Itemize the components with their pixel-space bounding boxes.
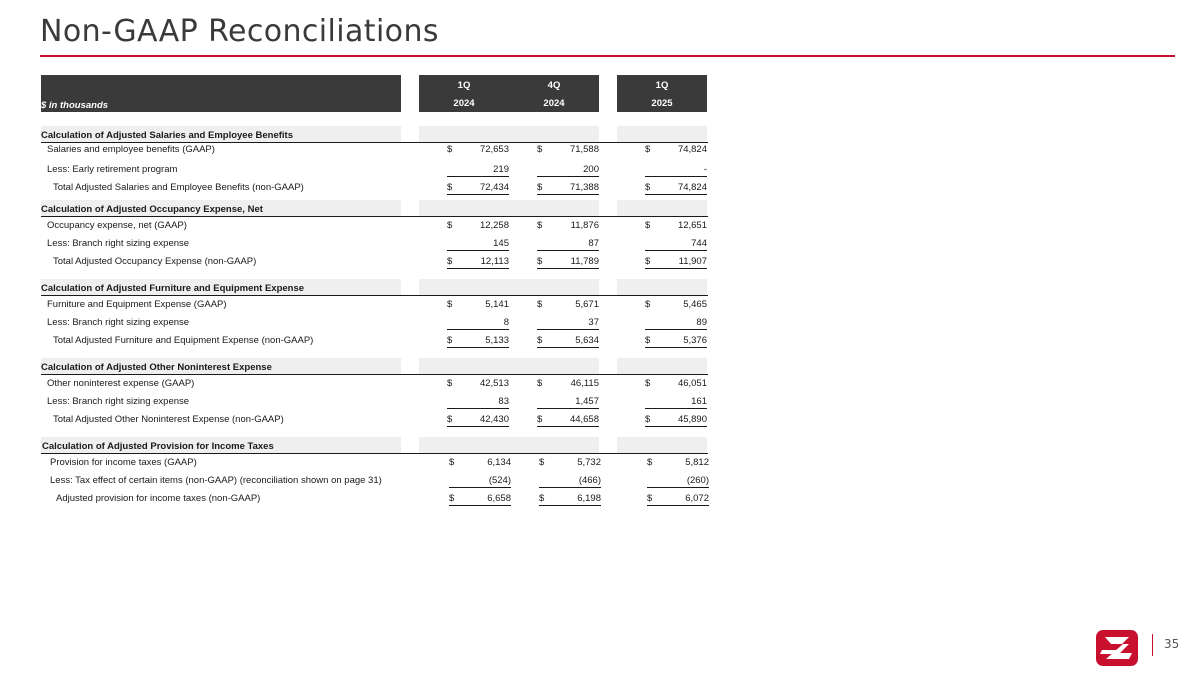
section-title: Calculation of Adjusted Other Noninterest Expense — [41, 362, 272, 373]
currency-symbol: $ — [537, 378, 543, 389]
cell-value: 12,651 — [677, 220, 707, 231]
value-cell — [447, 238, 509, 250]
currency-symbol: $ — [645, 220, 651, 231]
value-cell — [537, 317, 599, 329]
value-cell — [447, 144, 509, 156]
cell-value: 87 — [588, 238, 599, 249]
value-cell — [647, 475, 709, 487]
cell-value: 8 — [503, 317, 509, 328]
value-cell — [539, 493, 601, 505]
value-cell — [645, 238, 707, 250]
section-divider — [41, 216, 708, 217]
row-label: Adjusted provision for income taxes (non-GAAP) — [56, 493, 261, 504]
cell-value: 11,907 — [678, 256, 707, 267]
value-cell — [645, 396, 707, 408]
value-cell — [645, 164, 707, 176]
cell-value: 11,789 — [570, 256, 599, 267]
section-band — [419, 358, 599, 374]
row-label: Less: Branch right sizing expense — [47, 317, 190, 328]
value-cell — [645, 335, 707, 347]
currency-symbol: $ — [537, 256, 543, 267]
section-divider — [41, 374, 708, 375]
cell-value: (524) — [488, 475, 511, 486]
cell-value: 46,115 — [570, 378, 599, 389]
value-cell — [645, 220, 707, 232]
row-label: Provision for income taxes (GAAP) — [50, 457, 197, 468]
table-header-label-cell — [41, 75, 401, 112]
cell-value: 71,588 — [569, 144, 599, 155]
currency-symbol: $ — [447, 220, 453, 231]
row-label: Less: Branch right sizing expense — [47, 396, 190, 407]
cell-value: 219 — [493, 164, 509, 175]
table-header-2024-columns — [419, 75, 599, 112]
currency-symbol: $ — [447, 335, 453, 346]
cell-value: 42,430 — [479, 414, 509, 425]
currency-symbol: $ — [447, 414, 453, 425]
cell-value: 45,890 — [677, 414, 707, 425]
footer-divider — [1152, 634, 1153, 656]
row-label: Total Adjusted Furniture and Equipment Expense (non-GAAP) — [53, 335, 314, 346]
row-label: Occupancy expense, net (GAAP) — [47, 220, 187, 231]
cell-value: 71,388 — [569, 182, 599, 193]
value-cell — [447, 220, 509, 232]
currency-symbol: $ — [645, 256, 651, 267]
value-cell — [539, 457, 601, 469]
row-label: Less: Early retirement program — [47, 164, 178, 175]
section-band — [419, 437, 599, 453]
value-cell — [447, 182, 509, 194]
cell-value: 42,513 — [479, 378, 509, 389]
cell-value: 72,653 — [479, 144, 509, 155]
currency-symbol: $ — [645, 335, 651, 346]
value-cell — [645, 414, 707, 426]
cell-value: 11,876 — [570, 220, 599, 231]
currency-symbol: $ — [449, 457, 455, 468]
value-cell — [449, 493, 511, 505]
cell-value: 5,732 — [577, 457, 601, 468]
cell-value: 74,824 — [677, 144, 707, 155]
cell-value: 89 — [696, 317, 707, 328]
section-title: Calculation of Adjusted Provision for Income Taxes — [42, 441, 274, 452]
page-title: Non-GAAP Reconciliations — [40, 14, 439, 49]
value-cell — [537, 299, 599, 311]
value-cell — [447, 378, 509, 390]
section-band — [617, 279, 707, 295]
currency-symbol: $ — [537, 182, 543, 193]
section-band — [419, 279, 599, 295]
currency-symbol: $ — [447, 299, 453, 310]
row-label: Total Adjusted Salaries and Employee Benefits (non-GAAP) — [53, 182, 304, 193]
value-cell — [447, 396, 509, 408]
value-cell — [645, 317, 707, 329]
cell-value: 5,141 — [485, 299, 509, 310]
value-cell — [537, 238, 599, 250]
value-cell — [449, 457, 511, 469]
cell-value: 5,376 — [683, 335, 707, 346]
value-cell — [537, 335, 599, 347]
currency-symbol: $ — [647, 457, 653, 468]
cell-value: 12,258 — [479, 220, 509, 231]
section-title: Calculation of Adjusted Furniture and Equipment Expense — [41, 283, 305, 294]
cell-value: - — [703, 164, 707, 175]
currency-symbol: $ — [447, 378, 453, 389]
value-cell — [537, 164, 599, 176]
currency-symbol: $ — [537, 414, 543, 425]
cell-value: 5,133 — [485, 335, 509, 346]
value-cell — [537, 182, 599, 194]
cell-value: 44,658 — [569, 414, 599, 425]
column-header-quarter: 4Q — [547, 80, 561, 91]
row-label: Salaries and employee benefits (GAAP) — [47, 144, 215, 155]
value-cell — [539, 475, 601, 487]
cell-value: 5,812 — [685, 457, 709, 468]
currency-symbol: $ — [537, 220, 543, 231]
value-cell — [447, 256, 509, 268]
row-label: Other noninterest expense (GAAP) — [47, 378, 195, 389]
currency-symbol: $ — [645, 299, 651, 310]
value-cell — [537, 144, 599, 156]
value-cell — [447, 299, 509, 311]
page-number: 35 — [1164, 637, 1180, 651]
section-title: Calculation of Adjusted Occupancy Expense, Net — [41, 204, 263, 215]
currency-symbol: $ — [447, 256, 453, 267]
cell-value: 6,658 — [487, 493, 511, 504]
currency-symbol: $ — [537, 144, 543, 155]
cell-value: 5,671 — [575, 299, 599, 310]
value-cell — [537, 378, 599, 390]
title-divider — [40, 55, 1175, 57]
value-cell — [537, 256, 599, 268]
cell-value: 744 — [691, 238, 707, 249]
value-cell — [645, 378, 707, 390]
value-cell — [645, 299, 707, 311]
cell-value: 1,457 — [575, 396, 599, 407]
row-label: Total Adjusted Other Noninterest Expense (non-GAAP) — [53, 414, 284, 425]
cell-value: 200 — [583, 164, 599, 175]
section-divider — [41, 142, 708, 143]
cell-value: 6,134 — [487, 457, 511, 468]
section-title: Calculation of Adjusted Salaries and Employee Benefits — [41, 130, 293, 141]
currency-symbol: $ — [645, 378, 651, 389]
cell-value: 46,051 — [677, 378, 707, 389]
row-label: Total Adjusted Occupancy Expense (non-GAAP) — [53, 256, 257, 267]
column-header-quarter: 1Q — [457, 80, 471, 91]
unit-label: $ in thousands — [41, 100, 109, 111]
value-cell — [645, 182, 707, 194]
section-band — [419, 126, 599, 142]
company-logo-icon — [1096, 630, 1138, 666]
value-cell — [647, 457, 709, 469]
cell-value: 12,113 — [480, 256, 509, 267]
value-cell — [537, 396, 599, 408]
column-header-quarter: 1Q — [655, 80, 669, 91]
row-label: Less: Tax effect of certain items (non-GAAP) (reconciliation shown on page 31) — [50, 475, 382, 486]
currency-symbol: $ — [447, 182, 453, 193]
value-cell — [447, 335, 509, 347]
section-band — [617, 358, 707, 374]
section-band — [617, 437, 707, 453]
column-header-year: 2025 — [651, 98, 673, 109]
value-cell — [647, 493, 709, 505]
value-cell — [645, 144, 707, 156]
value-cell — [449, 475, 511, 487]
value-cell — [645, 256, 707, 268]
cell-value: 6,072 — [685, 493, 709, 504]
cell-value: 145 — [493, 238, 509, 249]
value-cell — [537, 220, 599, 232]
value-cell — [447, 414, 509, 426]
cell-value: 74,824 — [677, 182, 707, 193]
cell-value: 161 — [691, 396, 707, 407]
currency-symbol: $ — [645, 182, 651, 193]
currency-symbol: $ — [447, 144, 453, 155]
column-header-year: 2024 — [543, 98, 565, 109]
table-header-2025-column — [617, 75, 707, 112]
currency-symbol: $ — [537, 299, 543, 310]
section-divider — [41, 295, 708, 296]
cell-value: 5,465 — [683, 299, 707, 310]
currency-symbol: $ — [645, 144, 651, 155]
currency-symbol: $ — [647, 493, 653, 504]
currency-symbol: $ — [537, 335, 543, 346]
currency-symbol: $ — [539, 457, 545, 468]
value-cell — [537, 414, 599, 426]
row-label: Less: Branch right sizing expense — [47, 238, 190, 249]
section-band — [617, 200, 707, 216]
cell-value: 5,634 — [575, 335, 599, 346]
currency-symbol: $ — [645, 414, 651, 425]
value-cell — [447, 317, 509, 329]
cell-value: 72,434 — [479, 182, 509, 193]
cell-value: (466) — [578, 475, 601, 486]
row-label: Furniture and Equipment Expense (GAAP) — [47, 299, 227, 310]
column-header-year: 2024 — [453, 98, 475, 109]
cell-value: 83 — [498, 396, 509, 407]
currency-symbol: $ — [539, 493, 545, 504]
value-cell — [447, 164, 509, 176]
cell-value: 6,198 — [577, 493, 601, 504]
section-band — [617, 126, 707, 142]
cell-value: 37 — [588, 317, 599, 328]
section-divider — [41, 453, 708, 454]
section-band — [419, 200, 599, 216]
currency-symbol: $ — [449, 493, 455, 504]
cell-value: (260) — [686, 475, 709, 486]
